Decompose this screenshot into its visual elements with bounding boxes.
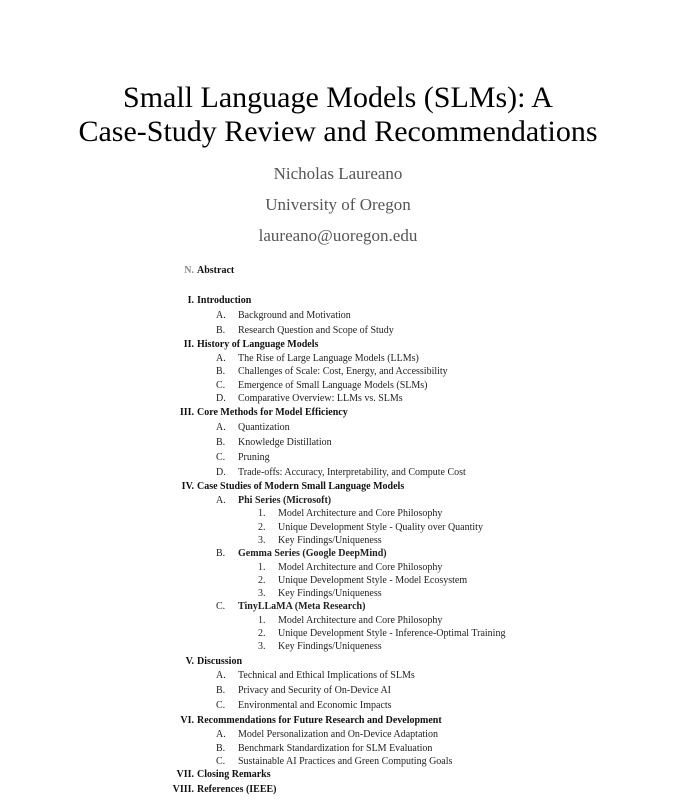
section-title: Core Methods for Model Efficiency [197,407,348,418]
subsection-title: Pruning [238,452,270,463]
toc-item [258,628,506,640]
item-number: 2. [258,522,266,533]
subsection-title: Phi Series (Microsoft) [238,495,332,506]
author-affiliation: University of Oregon [265,195,411,214]
subsection-title: Technical and Ethical Implications of SLMs [238,670,415,681]
toc-section-closing-remarks [176,769,271,781]
toc-section-discussion [185,656,243,668]
subsection-letter: B. [216,366,226,377]
subsection-title: Quantization [238,422,290,433]
toc-section-recommendations [180,715,442,727]
section-number: VI. [180,715,194,726]
toc-subsection [216,353,419,365]
section-title: History of Language Models [197,339,319,350]
item-number: 1. [258,615,266,626]
item-title: Unique Development Style - Model Ecosystem [278,575,468,586]
toc-subsection [216,729,438,741]
toc-subsection [216,325,394,337]
toc-item [258,615,443,627]
subsection-title: Benchmark Standardization for SLM Evaluation [238,743,433,754]
subsection-letter: B. [216,548,226,559]
toc-subsection [216,310,351,322]
item-number: 3. [258,588,266,599]
subsection-letter: A. [216,729,226,740]
subsection-letter: D. [216,467,226,478]
section-title: Introduction [197,295,252,306]
section-number: II. [183,339,194,350]
item-title: Key Findings/Uniqueness [278,535,382,546]
section-title: Abstract [197,265,235,276]
subsection-letter: C. [216,700,226,711]
toc-subsection [216,393,403,405]
paper-title-line-2: Case-Study Review and Recommendations [78,115,598,148]
subsection-letter: B. [216,685,226,696]
paper-title-line-1: Small Language Models (SLMs): A [123,81,553,114]
item-number: 3. [258,641,266,652]
subsection-letter: C. [216,380,226,391]
toc-subsection [216,422,290,434]
section-number: N. [184,265,194,276]
toc-subsection [216,452,270,464]
subsection-title: Knowledge Distillation [238,437,332,448]
subsection-title: Environmental and Economic Impacts [238,700,392,711]
subsection-letter: B. [216,325,226,336]
item-title: Unique Development Style - Inference-Optimal Training [278,628,506,639]
subsection-title: Emergence of Small Language Models (SLMs) [238,380,428,391]
section-title: Discussion [197,656,243,667]
toc-section-core-methods [179,407,348,419]
toc-section-references [172,784,277,796]
subsection-title: Trade-offs: Accuracy, Interpretability, and Compute Cost [238,467,466,478]
subsection-title: Challenges of Scale: Cost, Energy, and Accessibility [238,366,448,377]
subsection-letter: C. [216,601,226,612]
item-title: Model Architecture and Core Philosophy [278,615,443,626]
subsection-letter: D. [216,393,226,404]
subsection-letter: C. [216,756,226,767]
section-title: References (IEEE) [197,784,277,795]
subsection-letter: A. [216,495,226,506]
subsection-title: Model Personalization and On-Device Adaptation [238,729,438,740]
toc-subsection-tinyllama [216,601,366,613]
section-title: Case Studies of Modern Small Language Models [197,481,405,492]
toc-section-abstract [184,265,235,277]
section-title: Closing Remarks [197,769,271,780]
item-title: Model Architecture and Core Philosophy [278,562,443,573]
toc-subsection [216,756,453,768]
toc-item [258,508,443,520]
section-number: I. [187,295,194,306]
toc-item [258,562,443,574]
toc-subsection [216,380,428,392]
item-title: Key Findings/Uniqueness [278,588,382,599]
toc-section-case-studies [181,481,405,493]
section-title: Recommendations for Future Research and Development [197,715,442,726]
section-number: V. [185,656,194,667]
subsection-letter: A. [216,310,226,321]
toc-item [258,522,483,534]
item-title: Key Findings/Uniqueness [278,641,382,652]
toc-section-history [183,339,319,351]
toc-item [258,535,382,547]
toc-subsection [216,437,332,449]
item-number: 2. [258,575,266,586]
item-number: 1. [258,508,266,519]
subsection-letter: B. [216,437,226,448]
subsection-title: The Rise of Large Language Models (LLMs) [238,353,419,364]
subsection-letter: A. [216,353,226,364]
subsection-letter: B. [216,743,226,754]
toc-item [258,641,382,653]
section-number: IV. [181,481,194,492]
subsection-letter: A. [216,670,226,681]
toc-item [258,575,468,587]
section-number: VIII. [172,784,194,795]
toc-subsection-gemma [216,548,387,560]
toc-subsection [216,685,392,697]
toc-subsection [216,743,433,755]
toc-subsection-phi [216,495,332,507]
subsection-title: Background and Motivation [238,310,351,321]
section-number: VII. [176,769,194,780]
section-number: III. [179,407,194,418]
toc-subsection [216,467,466,479]
author-email: laureano@uoregon.edu [258,226,418,245]
subsection-letter: C. [216,452,226,463]
subsection-title: Research Question and Scope of Study [238,325,394,336]
subsection-title: Privacy and Security of On-Device AI [238,685,392,696]
subsection-title: TinyLLaMA (Meta Research) [238,601,366,612]
author-name: Nicholas Laureano [273,164,403,183]
item-number: 1. [258,562,266,573]
toc-subsection [216,670,415,682]
toc-section-introduction [187,295,252,307]
toc-subsection [216,700,392,712]
item-title: Model Architecture and Core Philosophy [278,508,443,519]
subsection-letter: A. [216,422,226,433]
toc-item [258,588,382,600]
subsection-title: Comparative Overview: LLMs vs. SLMs [238,393,403,404]
item-number: 3. [258,535,266,546]
toc-subsection [216,366,448,378]
item-title: Unique Development Style - Quality over Quantity [278,522,483,533]
subsection-title: Gemma Series (Google DeepMind) [238,548,387,559]
subsection-title: Sustainable AI Practices and Green Computing Goals [238,756,453,767]
item-number: 2. [258,628,266,639]
